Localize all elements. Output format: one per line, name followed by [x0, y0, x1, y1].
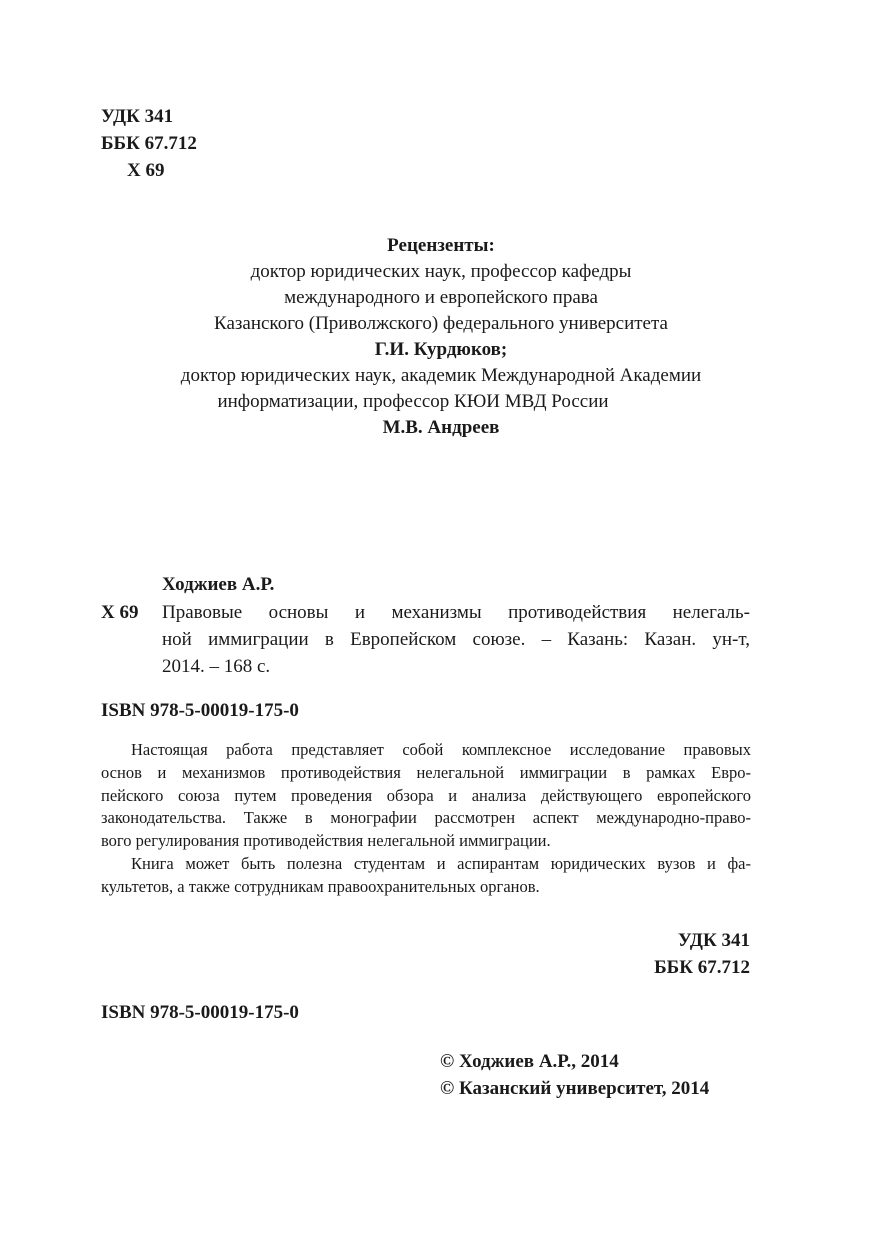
- copyright-line: © Казанский университет, 2014: [440, 1078, 710, 1099]
- reviewers-block: [100, 233, 782, 441]
- annotation-line: пейского союза путем проведения обзора и анализа действующего европейского: [101, 785, 751, 805]
- author-mark: Х 69: [127, 160, 165, 181]
- bib-description: [162, 599, 750, 680]
- reviewer2-line: доктор юридических наук, академик Международной Академии: [180, 365, 702, 386]
- isbn-top: ISBN 978-5-00019-175-0: [101, 700, 299, 721]
- copyright-line: © Ходжиев А.Р., 2014: [440, 1051, 619, 1072]
- bbk-code-bottom: ББК 67.712: [654, 957, 750, 978]
- reviewer1-line: международного и европейского права: [284, 287, 598, 308]
- bib-line: ной иммиграции в Европейском союзе. – Казань: Казан. ун-т,: [162, 629, 750, 650]
- reviewer2-name: М.В. Андреев: [382, 417, 500, 438]
- reviewer1-name: Г.И. Курдюков;: [374, 339, 508, 360]
- annotation-line: вого регулирования противодействия нелегальной иммиграции.: [101, 831, 551, 851]
- bib-line: 2014. – 168 с.: [162, 656, 271, 677]
- annotation: [101, 739, 751, 899]
- annotation-line: Настоящая работа представляет собой комплексное исследование правовых: [131, 740, 751, 759]
- reviewer2-line: информатизации, профессор КЮИ МВД России: [217, 391, 609, 412]
- annotation-line: основ и механизмов противодействия нелегальной иммиграции в рамках Евро-: [101, 762, 751, 782]
- isbn-bottom: ISBN 978-5-00019-175-0: [101, 1002, 299, 1023]
- reviewers-heading: Рецензенты:: [387, 235, 495, 256]
- udk-code: УДК 341: [101, 106, 174, 127]
- udk-code-bottom: УДК 341: [677, 930, 750, 951]
- annotation-line: Книга может быть полезна студентам и аспирантам юридических вузов и фа-: [131, 853, 751, 873]
- bbk-code: ББК 67.712: [101, 133, 197, 154]
- reviewer1-line: доктор юридических наук, профессор кафедры: [250, 261, 632, 282]
- bib-author-mark: Х 69: [101, 602, 139, 623]
- reviewer1-line: Казанского (Приволжского) федерального университета: [214, 313, 668, 334]
- bib-author: Ходжиев А.Р.: [162, 574, 275, 595]
- bib-line: Правовые основы и механизмы противодействия нелегаль-: [162, 602, 750, 623]
- copyright-block: [440, 1048, 709, 1102]
- classification-top: [101, 103, 197, 184]
- classification-bottom: [654, 927, 750, 981]
- annotation-line: законодательства. Также в монографии рассмотрен аспект международно-право-: [101, 808, 751, 828]
- annotation-line: культетов, а также сотрудникам правоохранительных органов.: [101, 876, 540, 896]
